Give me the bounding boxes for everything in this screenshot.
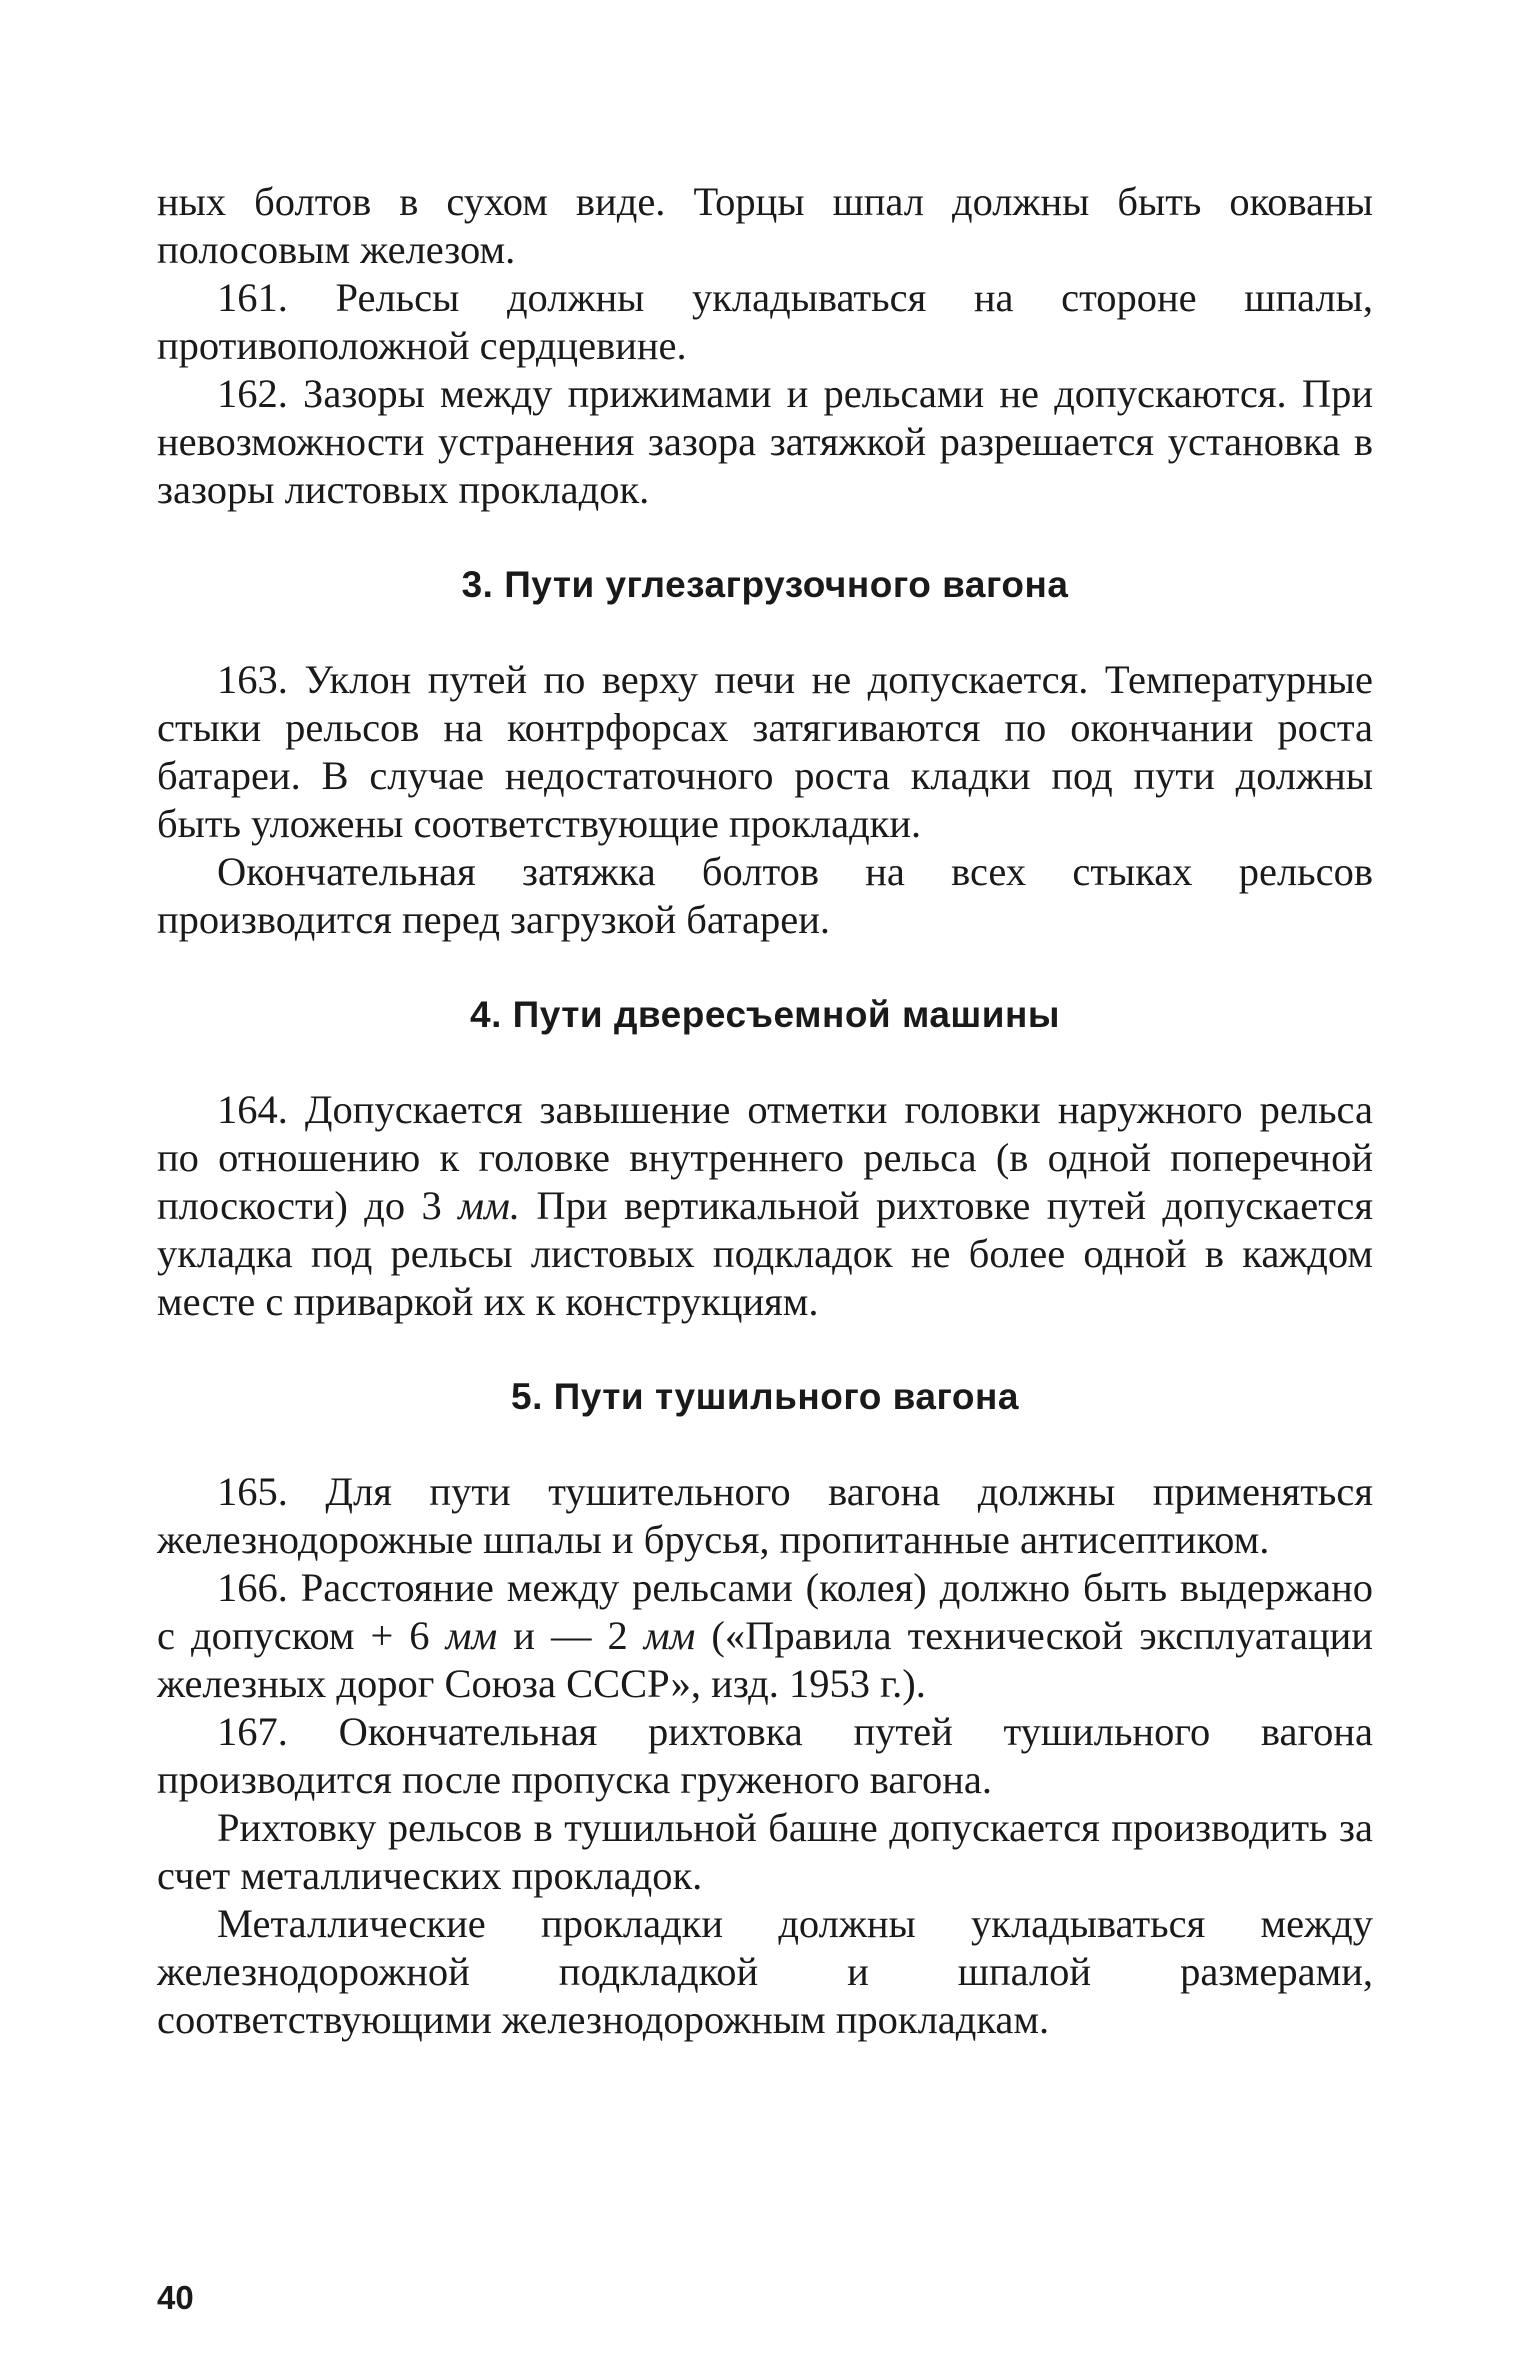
- section-5-heading: 5. Пути тушильного вагона: [511, 1376, 1019, 1417]
- paragraph-164-text-a: 164. Допускается завышение отметки головки наружного рельса по отношению к головке внутреннего рельса (в одной поперечной плоскости) до 3: [157, 1087, 1373, 1228]
- paragraph-166-text-b: и — 2: [497, 1613, 644, 1658]
- paragraph-166-text-a: 166. Расстояние между рельсами (колея) должно быть выдержано с допуском + 6: [157, 1565, 1373, 1658]
- paragraph-164: [157, 1086, 1373, 1326]
- paragraph-167: 167. Окончательная рихтовка путей тушильного вагона производится после пропуска груженого вагона.: [157, 1709, 1373, 1802]
- section-3-heading: 3. Пути углезагрузочного вагона: [461, 564, 1069, 605]
- paragraph-163-continued: Окончательная затяжка болтов на всех стыках рельсов производится перед загрузкой батареи.: [157, 849, 1373, 942]
- page-number: 40: [157, 2279, 194, 2316]
- paragraph-166: [157, 1564, 1373, 1708]
- unit-mm: мм.: [458, 1183, 520, 1228]
- paragraph-167-final: Металлические прокладки должны укладываться между железнодорожной подкладкой и шпалой размерами, соответствующими железнодорожным прокладкам.: [157, 1901, 1373, 2042]
- unit-mm: мм: [445, 1613, 498, 1658]
- paragraph-165: 165. Для пути тушительного вагона должны применяться железнодорожные шпалы и брусья, пропитанные антисептиком.: [157, 1469, 1373, 1562]
- paragraph-161: 161. Рельсы должны укладываться на стороне шпалы, противоположной сердцевине.: [157, 275, 1373, 368]
- paragraph-continuation: ных болтов в сухом виде. Торцы шпал должны быть окованы полосовым железом.: [157, 179, 1373, 272]
- spacer: [157, 1039, 1373, 1086]
- spacer: [157, 1326, 1373, 1373]
- paragraph-167-continued: Рихтовку рельсов в тушильной башне допускается производить за счет металлических прокладок.: [157, 1805, 1373, 1898]
- spacer: [157, 944, 1373, 991]
- paragraph-162: 162. Зазоры между прижимами и рельсами не допускаются. При невозможности устранения зазора затяжкой разрешается установка в зазоры листовых прокладок.: [157, 371, 1373, 512]
- unit-mm: мм: [643, 1613, 696, 1658]
- paragraph-164-text-b: При вертикальной рихтовке путей допускается укладка под рельсы листовых подкладок не более одной в каждом месте с приваркой их к конструкциям.: [157, 1183, 1373, 1324]
- spacer: [157, 609, 1373, 656]
- document-page: [157, 178, 1373, 2044]
- section-4-heading: 4. Пути двересъемной машины: [470, 994, 1060, 1035]
- paragraph-166-text-c: («Правила технической эксплуатации железных дорог Союза СССР», изд. 1953 г.).: [157, 1613, 1373, 1706]
- spacer: [157, 514, 1373, 561]
- paragraph-163: 163. Уклон путей по верху печи не допускается. Температурные стыки рельсов на контрфорсах затягиваются по окончании роста батареи. В случае недостаточного роста кладки под пути должны быть уложены соответствующие прокладки.: [157, 657, 1373, 846]
- spacer: [157, 1421, 1373, 1468]
